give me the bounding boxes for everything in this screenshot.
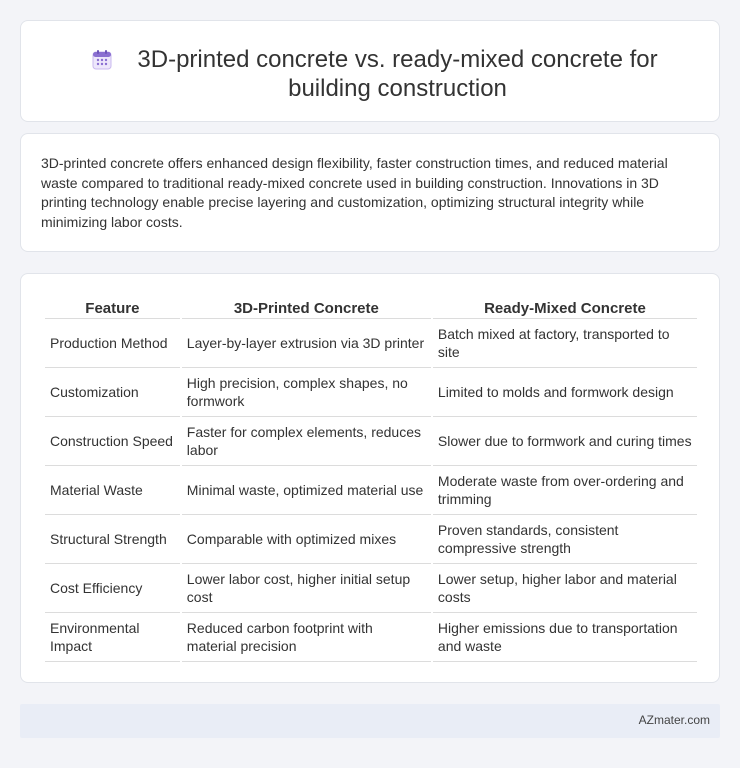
- table-row: [45, 417, 697, 466]
- ready-mixed-cell: Lower setup, higher labor and material costs: [433, 564, 697, 613]
- printed-cell: Lower labor cost, higher initial setup cost: [182, 564, 431, 613]
- intro-paragraph: 3D-printed concrete offers enhanced design flexibility, faster construction times, and reduced material waste compared to traditional ready-mixed concrete used in building construction. Innovations in 3D printing technology enable precise layering and customization, optimizing structural integrity while minimizing labor costs.: [41, 155, 668, 230]
- feature-cell: Cost Efficiency: [45, 564, 180, 613]
- calendar-icon: [91, 49, 113, 71]
- comparison-table: [43, 296, 699, 662]
- printed-cell: High precision, complex shapes, no formwork: [182, 368, 431, 417]
- intro-card: [20, 133, 720, 252]
- table-header-row: [45, 296, 697, 319]
- table-row: [45, 564, 697, 613]
- printed-cell: Reduced carbon footprint with material precision: [182, 613, 431, 662]
- title-card: [20, 20, 720, 122]
- ready-mixed-cell: Moderate waste from over-ordering and trimming: [433, 466, 697, 515]
- feature-cell: Material Waste: [45, 466, 180, 515]
- page-title: [21, 45, 719, 103]
- comparison-card: [20, 273, 720, 683]
- feature-cell: Customization: [45, 368, 180, 417]
- header-3d-printed: 3D-Printed Concrete: [182, 296, 431, 319]
- feature-cell: Structural Strength: [45, 515, 180, 564]
- feature-cell: Environmental Impact: [45, 613, 180, 662]
- table-row: [45, 515, 697, 564]
- title-row: [21, 45, 719, 103]
- table-row: [45, 466, 697, 515]
- table-row: [45, 319, 697, 368]
- ready-mixed-cell: Limited to molds and formwork design: [433, 368, 697, 417]
- feature-cell: Production Method: [45, 319, 180, 368]
- ready-mixed-cell: Higher emissions due to transportation and waste: [433, 613, 697, 662]
- table-row: [45, 368, 697, 417]
- page-title-line1: 3D-printed concrete vs. ready-mixed concrete for: [137, 46, 658, 73]
- printed-cell: Minimal waste, optimized material use: [182, 466, 431, 515]
- page-title-line2: building construction: [288, 75, 507, 102]
- header-feature: Feature: [45, 296, 180, 319]
- ready-mixed-cell: Proven standards, consistent compressive strength: [433, 515, 697, 564]
- footer-brand: AZmater.com: [638, 713, 710, 727]
- header-ready-mixed: Ready-Mixed Concrete: [433, 296, 697, 319]
- footer-bar: [20, 704, 720, 738]
- printed-cell: Comparable with optimized mixes: [182, 515, 431, 564]
- table-row: [45, 613, 697, 662]
- ready-mixed-cell: Slower due to formwork and curing times: [433, 417, 697, 466]
- ready-mixed-cell: Batch mixed at factory, transported to site: [433, 319, 697, 368]
- printed-cell: Faster for complex elements, reduces labor: [182, 417, 431, 466]
- printed-cell: Layer-by-layer extrusion via 3D printer: [182, 319, 431, 368]
- feature-cell: Construction Speed: [45, 417, 180, 466]
